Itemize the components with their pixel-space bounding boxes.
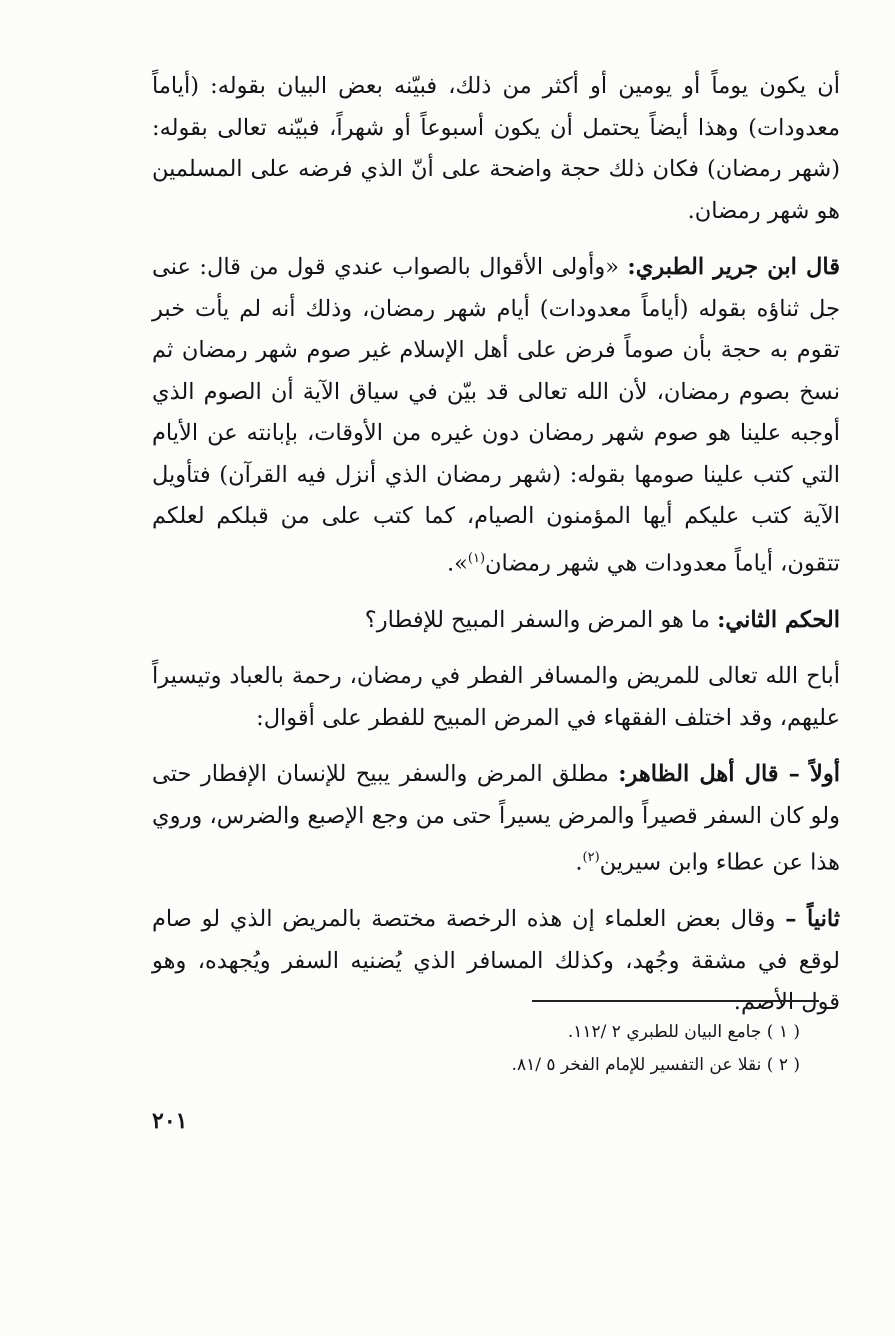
tabari-quote-end: ». xyxy=(446,550,468,576)
second-ruling-question: ما هو المرض والسفر المبيح للإفطار؟ xyxy=(364,606,710,633)
first-opinion-text: مطلق المرض والسفر يبيح للإنسان الإفطار حتى ولو كان السفر قصيراً والمرض يسيراً حتى من وجع الإصبع والضرس، وروي هذا عن عطاء وابن سيرين xyxy=(152,761,840,876)
footnote-2: ( ٢ ) نقلا عن التفسير للإمام الفخر ٥ /٨١. xyxy=(511,1055,800,1075)
footnote-divider xyxy=(532,1000,819,1002)
paragraph-first-opinion xyxy=(152,754,840,884)
paragraph-1-text: أن يكون يوماً أو يومين أو أكثر من ذلك، فبيّنه بعض البيان بقوله: (أياماً معدودات) وهذا أيضاً يحتمل أن يكون أسبوعاً أو شهراً، فبيّنه تعالى بقوله: (شهر رمضان) فكان ذلك حجة واضحة على أنّ الذي فرضه على المسلمين هو شهر رمضان. xyxy=(152,73,840,224)
footnote-ref-1: (١) xyxy=(467,550,486,566)
footnote-1: ( ١ ) جامع البيان للطبري ٢ /١١٢. xyxy=(567,1022,800,1042)
paragraph-second-ruling xyxy=(152,600,840,642)
footnote-ref-2: (٢) xyxy=(582,850,600,865)
page-number: ٢٠١ xyxy=(152,1108,188,1134)
paragraph-4-text: أباح الله تعالى للمريض والمسافر الفطر في رمضان، رحمة بالعباد وتيسيراً عليهم، وقد اختلف الفقهاء في المرض المبيح للفطر على أقوال: xyxy=(152,663,840,731)
tabari-lead: قال ابن جرير الطبري: xyxy=(627,254,841,280)
paragraph-4 xyxy=(152,656,840,739)
second-ruling-heading: الحكم الثاني: xyxy=(717,606,840,633)
paragraph-second-opinion xyxy=(152,899,840,1024)
paragraph-1 xyxy=(152,66,840,232)
tabari-quote-text: «وأولى الأقوال بالصواب عندي قول من قال: عنى جل ثناؤه بقوله (أياماً معدودات) أيام شهر رمضان، وذلك أنه لم يأت خبر تقوم به حجة بأن صوماً فرض على أهل الإسلام غير صوم شهر رمضان ثم نسخ بصوم رمضان، لأن الله تعالى قد بيّن في سياق الآية أن الصوم الذي أوجبه علينا هو صوم شهر رمضان دون غيره من الأوقات، بإبانته عن الأيام التي كتب علينا صومها بقوله: (شهر رمضان الذي أنزل فيه القرآن) فتأويل الآية كتب عليكم أيها المؤمنون الصيام، كما كتب على من قبلكم لعلكم تتقون، أياماً معدودات هي شهر رمضان xyxy=(152,254,840,576)
first-opinion-lead: أولاً – قال أهل الظاهر: xyxy=(618,761,840,787)
second-opinion-lead: ثانياً – xyxy=(785,906,841,932)
paragraph-tabari-quote xyxy=(152,247,840,585)
second-opinion-text: وقال بعض العلماء إن هذه الرخصة مختصة بالمريض الذي لو صام لوقع في مشقة وجُهد، وكذلك المسافر الذي يُضنيه السفر ويُجهده، وهو قول الأصم. xyxy=(152,906,840,1015)
page-body xyxy=(152,66,840,1039)
first-opinion-end: . xyxy=(575,849,583,876)
footnotes xyxy=(300,1016,800,1082)
